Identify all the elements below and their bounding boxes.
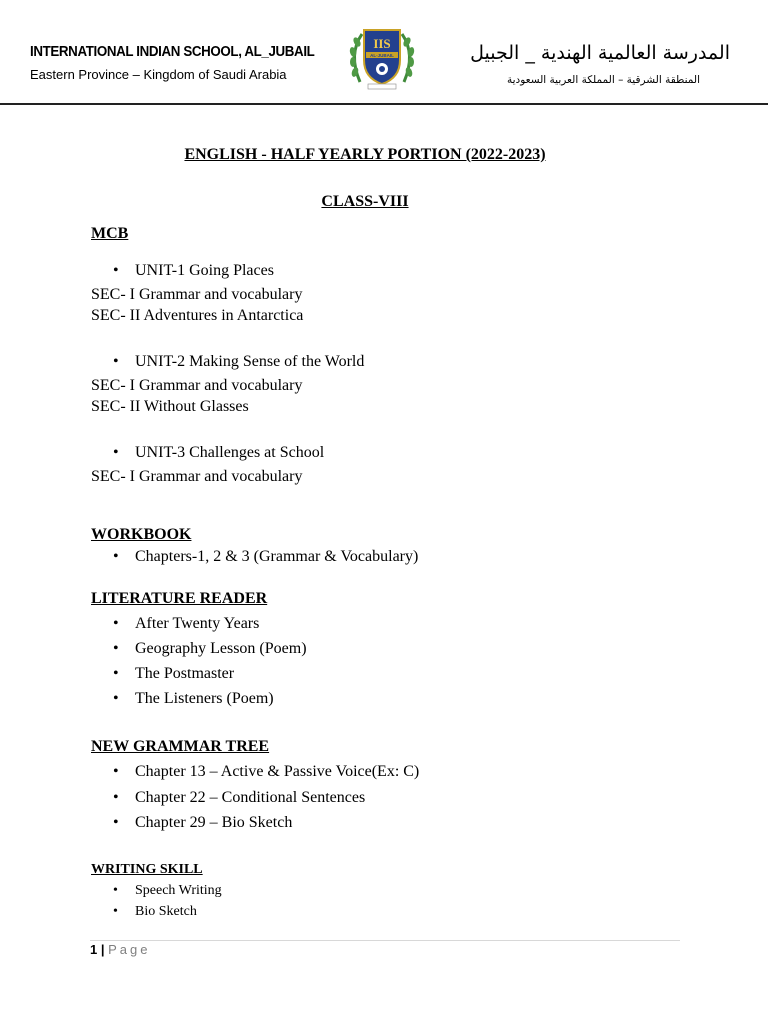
list-item: • UNIT-3 Challenges at School <box>113 444 325 461</box>
bullet-icon: • <box>113 904 118 919</box>
bullet-icon: • <box>113 615 119 632</box>
unit-section-line: SEC- I Grammar and vocabulary <box>91 468 303 485</box>
unit-section-line: SEC- I Grammar and vocabulary <box>91 377 303 394</box>
list-item: • The Listeners (Poem) <box>113 690 274 707</box>
bullet-icon: • <box>113 665 119 682</box>
bullet-icon: • <box>113 548 119 565</box>
footer-separator: | <box>100 942 105 957</box>
document-title: ENGLISH - HALF YEARLY PORTION (2022-2023) <box>184 146 546 163</box>
school-location: Eastern Province – Kingdom of Saudi Arabia <box>30 67 287 82</box>
class-title: CLASS-VIII <box>321 193 409 210</box>
bullet-icon: • <box>113 763 119 780</box>
section-heading-literature: LITERATURE READER <box>91 590 268 607</box>
header-divider <box>0 103 768 105</box>
list-item: • After Twenty Years <box>113 615 260 632</box>
arabic-location: المنطقة الشرقية – المملكة العربية السعودية <box>507 74 700 86</box>
school-name: INTERNATIONAL INDIAN SCHOOL, AL_JUBAIL <box>30 44 315 60</box>
page-footer <box>90 942 151 957</box>
bullet-icon: • <box>113 640 119 657</box>
section-heading-writing: WRITING SKILL <box>91 862 203 877</box>
section-heading-workbook: WORKBOOK <box>91 526 192 543</box>
bullet-icon: • <box>113 814 119 831</box>
logo-text: IIS <box>373 36 391 51</box>
list-item: • UNIT-1 Going Places <box>113 262 274 279</box>
bullet-icon: • <box>113 690 119 707</box>
list-item: • Chapter 13 – Active & Passive Voice(Ex: C) <box>113 763 420 780</box>
logo-subtext: AL-JUBAIL <box>370 53 394 58</box>
page-number: 1 <box>90 942 98 957</box>
unit-section-line: SEC- I Grammar and vocabulary <box>91 286 303 303</box>
list-item: • Chapter 29 – Bio Sketch <box>113 814 293 831</box>
list-item: • Bio Sketch <box>113 904 197 919</box>
list-item: • Chapters-1, 2 & 3 (Grammar & Vocabulary) <box>113 548 419 565</box>
section-heading-mcb: MCB <box>91 225 129 242</box>
footer-divider <box>90 940 680 941</box>
list-item: • Geography Lesson (Poem) <box>113 640 307 657</box>
bullet-icon: • <box>113 789 119 806</box>
arabic-school-name: المدرسة العالمية الهندية _ الجبيل <box>470 42 730 64</box>
list-item: • Chapter 22 – Conditional Sentences <box>113 789 366 806</box>
bullet-icon: • <box>113 444 119 461</box>
bullet-icon: • <box>113 883 118 898</box>
unit-section-line: SEC- II Adventures in Antarctica <box>91 307 304 324</box>
list-item: • Speech Writing <box>113 883 222 898</box>
bullet-icon: • <box>113 353 119 370</box>
school-logo <box>340 24 424 92</box>
unit-section-line: SEC- II Without Glasses <box>91 398 249 415</box>
list-item: • UNIT-2 Making Sense of the World <box>113 353 365 370</box>
bullet-icon: • <box>113 262 119 279</box>
list-item: • The Postmaster <box>113 665 235 682</box>
page-label: Page <box>108 942 151 957</box>
section-heading-grammar: NEW GRAMMAR TREE <box>91 738 270 755</box>
